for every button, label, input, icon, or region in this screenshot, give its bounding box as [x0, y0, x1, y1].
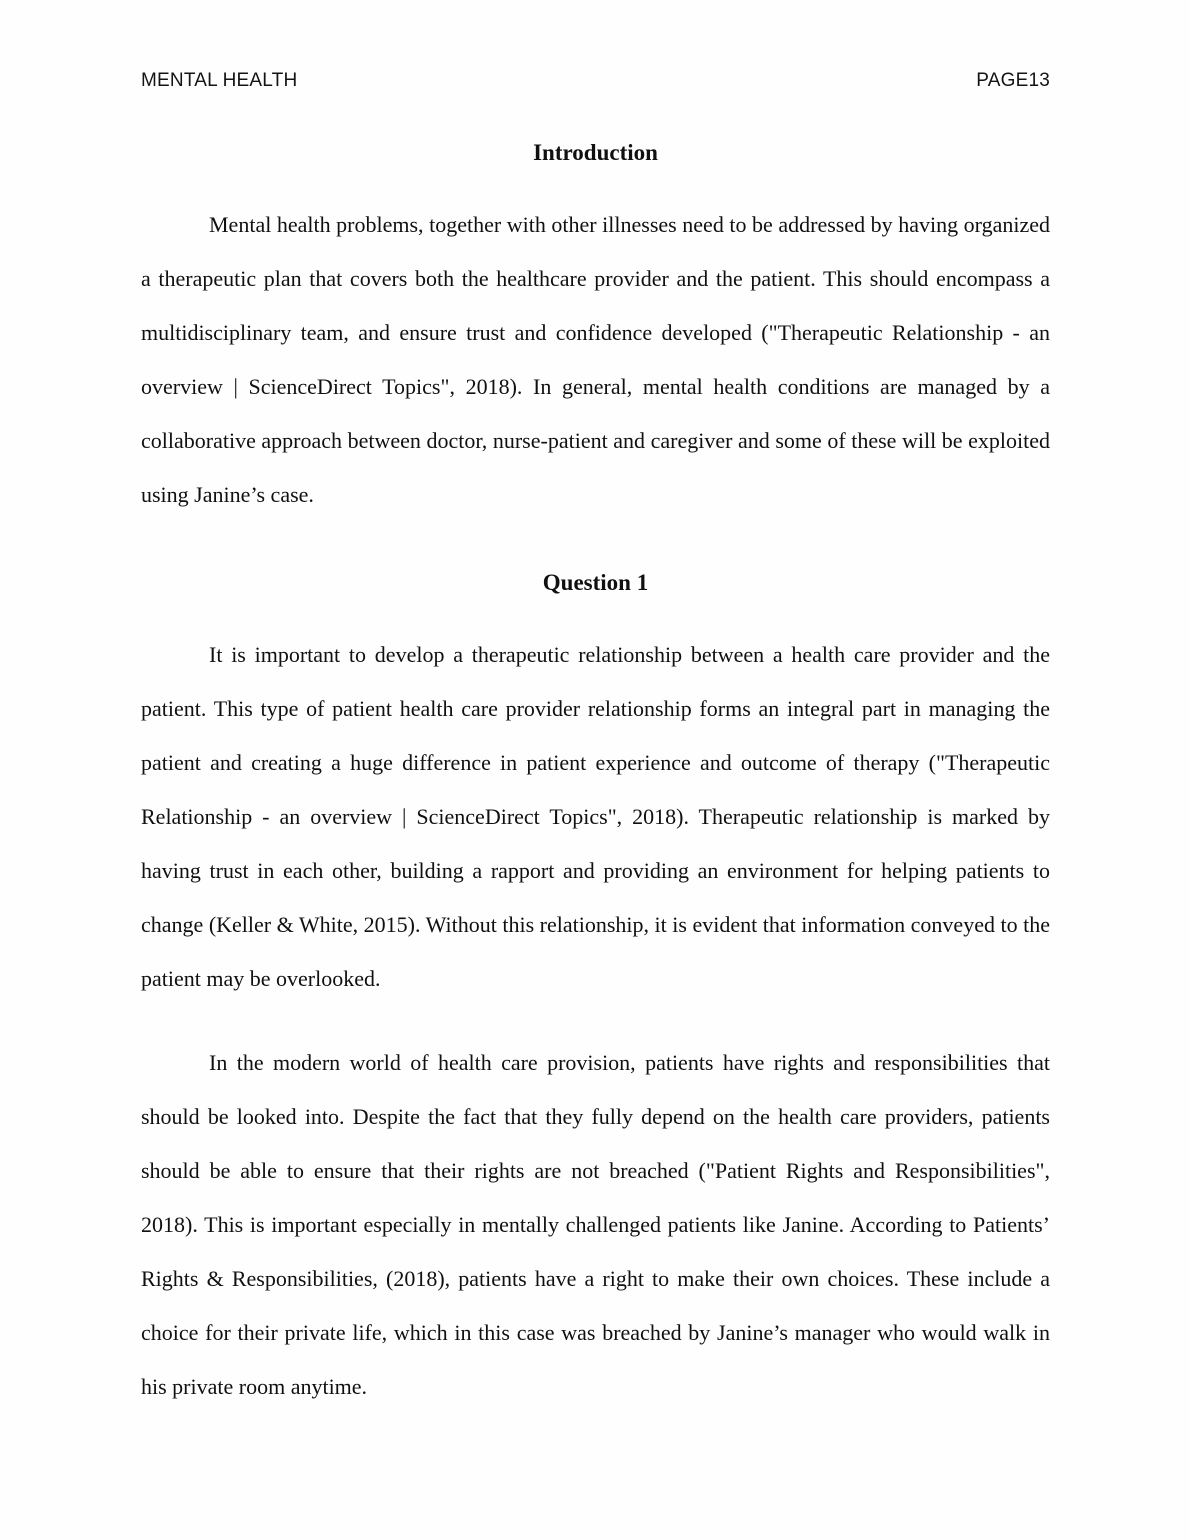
page-header	[141, 70, 1050, 92]
question1-paragraph-1: It is important to develop a therapeutic relationship between a health care provider and the patient. This type of patient health care provider relationship forms an integral part in managing the patient and creating a huge difference in patient experience and outcome of therapy ("Therapeutic Relationship - an overview | ScienceDirect Topics", 2018). Therapeutic relationship is marked by having trust in each other, building a rapport and providing an environment for helping patients to change (Keller & White, 2015). Without this relationship, it is evident that information conveyed to the patient may be overlooked.	[141, 642, 1050, 991]
question1-paragraph-2: In the modern world of health care provision, patients have rights and responsibilities that should be looked into. Despite the fact that they fully depend on the health care providers, patients should be able to ensure that their rights are not breached ("Patient Rights and Responsibilities", 2018). This is important especially in mentally challenged patients like Janine. According to Patients’ Rights & Responsibilities, (2018), patients have a right to make their own choices. These include a choice for their private life, which in this case was breached by Janine’s manager who would walk in his private room anytime.	[141, 1050, 1050, 1399]
running-head: MENTAL HEALTH	[141, 70, 298, 91]
intro-paragraph: Mental health problems, together with other illnesses need to be addressed by having organized a therapeutic plan that covers both the healthcare provider and the patient. This should encompass a multidisciplinary team, and ensure trust and confidence developed ("Therapeutic Relationship - an overview | ScienceDirect Topics", 2018). In general, mental health conditions are managed by a collaborative approach between doctor, nurse-patient and caregiver and some of these will be exploited using Janine’s case.	[141, 212, 1050, 507]
question1-heading: Question 1	[542, 570, 649, 595]
page-number: PAGE13	[976, 70, 1050, 91]
intro-heading: Introduction	[533, 140, 658, 165]
